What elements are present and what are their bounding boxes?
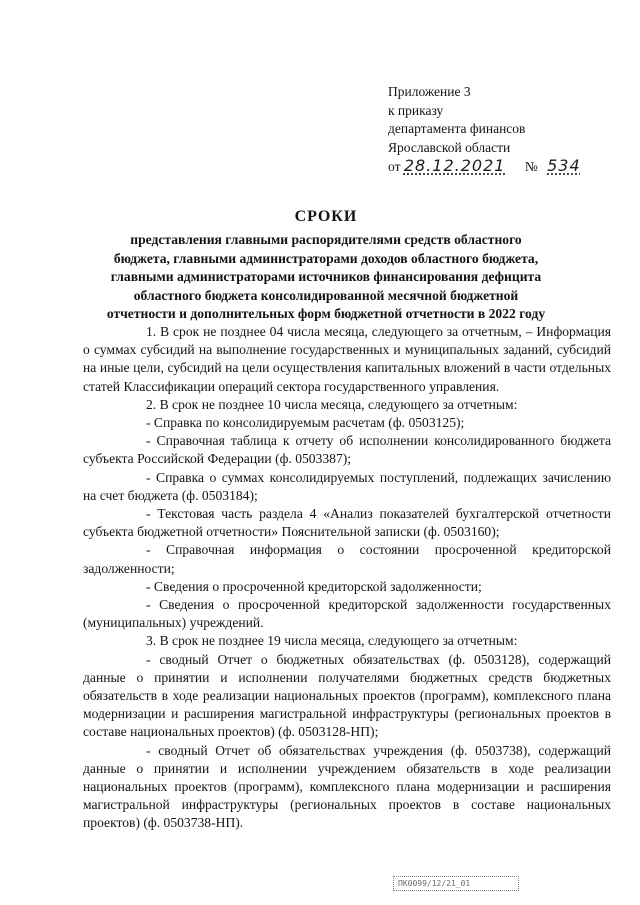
title-main: СРОКИ (294, 208, 358, 225)
handwritten-number: 534 (547, 156, 581, 175)
appendix-line-2: к приказу (388, 102, 444, 118)
list-item: - Сведения о просроченной кредиторской задолженности государственных (муниципальных) учреждений. (83, 597, 611, 631)
paragraph-1: 1. В срок не позднее 04 числа месяца, следующего за отчетным, – Информация о суммах субсидий на выполнение государственных и муниципальных заданий, субсидий на иные цели, субсидий на цели осуществления капитальных вложений в части отдельных статей Классификации операций сектора государственного управления. (83, 324, 611, 394)
list-item: - Справочная таблица к отчету об исполнении консолидированного бюджета субъекта Российской Федерации (ф. 0503387); (83, 433, 611, 467)
appendix-header (388, 83, 581, 177)
title-subtitle: представления главными распорядителями средств областного бюджета, главными администраторами доходов областного бюджета, главными администраторами источников финансирования дефицита областного бюджета консолидированной месячной бюджетной отчетности и дополнительных форм бюджетной отчетности в 2022 году (106, 232, 546, 321)
handwritten-date: 28.12.2021 (403, 156, 506, 175)
appendix-line-4: Ярославской области (388, 139, 511, 155)
registration-stamp: ПК0099/12/21_01 (393, 876, 519, 891)
list-item: - Справка о суммах консолидируемых поступлений, подлежащих зачислению на счет бюджета (ф. 0503184); (83, 469, 611, 503)
list-item: - сводный Отчет об обязательствах учреждения (ф. 0503738), содержащий данные о принятии и исполнении учреждением обязательств в ходе реализации национальных проектов (программ), комплексного плана модернизации и расширения магистральной инфраструктуры (региональных проектов в составе национальных проектов) (ф. 0503738-НП). (83, 742, 611, 831)
list-item: - Сведения о просроченной кредиторской задолженности; (146, 578, 482, 594)
list-item: - сводный Отчет о бюджетных обязательствах (ф. 0503128), содержащий данные о принятии и исполнении получателями бюджетных средств бюджетных обязательств в ходе реализации национальных проектов (программ), комплексного плана модернизации и расширения магистральной инфраструктуры (региональных проектов в составе национальных проектов) (ф. 0503128-НП); (83, 651, 611, 740)
paragraph-3: 3. В срок не позднее 19 числа месяца, следующего за отчетным: (146, 633, 518, 649)
from-label: от (388, 159, 401, 174)
document-body (83, 323, 611, 833)
list-item: - Текстовая часть раздела 4 «Анализ показателей бухгалтерской отчетности субъекта бюджетной отчетности» Пояснительной записки (ф. 0503160); (83, 506, 611, 540)
appendix-line-1: Приложение 3 (388, 84, 471, 99)
paragraph-2: 2. В срок не позднее 10 числа месяца, следующего за отчетным: (146, 396, 518, 412)
list-item: - Справочная информация о состоянии просроченной кредиторской задолженности; (83, 542, 611, 576)
document-title (104, 207, 548, 324)
number-label: № (524, 159, 538, 174)
appendix-line-3: департамента финансов (388, 121, 526, 136)
order-date-number (388, 157, 581, 177)
list-item: - Справка по консолидируемым расчетам (ф. 0503125); (146, 415, 465, 431)
